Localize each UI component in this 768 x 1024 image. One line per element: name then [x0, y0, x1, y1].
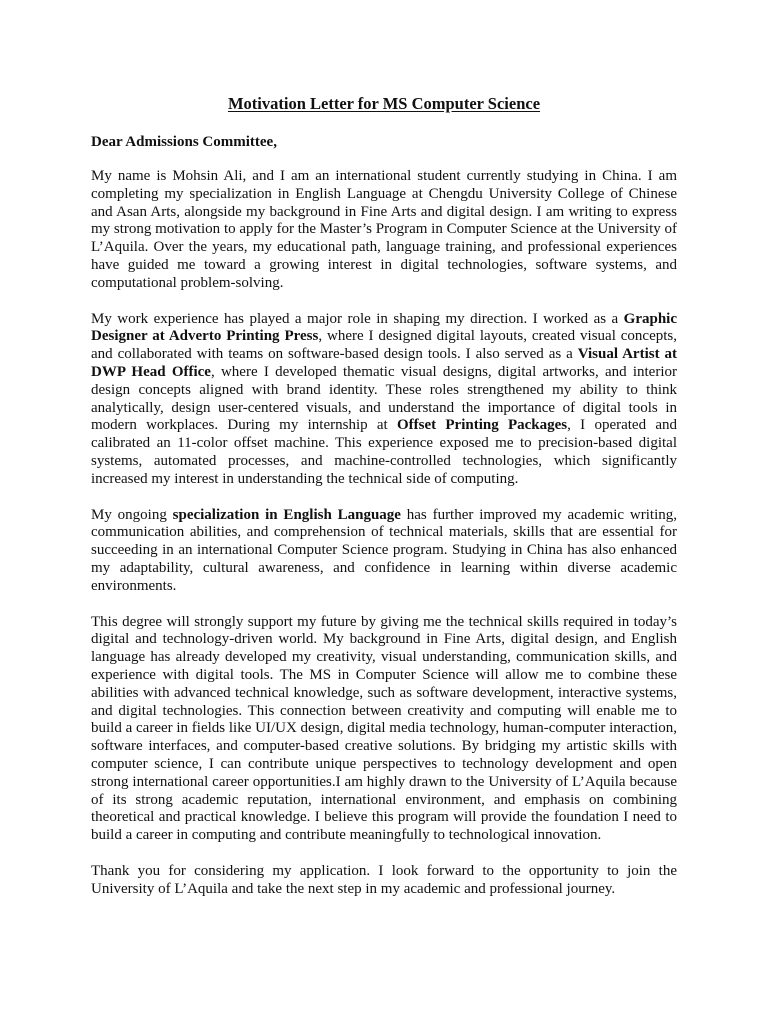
text-run: My ongoing [91, 506, 173, 523]
text-run: has further improved my academic writing, communication abilities, and comprehension of technical materials, skills that are essential for succeeding in an international Computer Science program. Studying in China has also enhanced my adaptability, cultural awareness, and confidence in learning within diverse academic environments. [91, 506, 677, 594]
paragraph-future-goals: This degree will strongly support my future by giving me the technical skills required in today’s digital and technology-driven world. My background in Fine Arts, digital design, and English language has already developed my creativity, visual understanding, communication skills, and experience with digital tools. The MS in Computer Science will allow me to combine these abilities with advanced technical knowledge, such as software development, interactive systems, and digital technologies. This connection between creativity and computing will enable me to build a career in fields like UI/UX design, digital media technology, human-computer interaction, software interfaces, and computer-based creative solutions. By bridging my artistic skills with computer science, I can contribute unique perspectives to technology development and open strong international career opportunities.I am highly drawn to the University of L’Aquila because of its strong academic reputation, international environment, and emphasis on combining theoretical and practical knowledge. I believe this program will provide the foundation I need to build a career in computing and contribute meaningfully to technological innovation. [91, 613, 677, 844]
bold-offset-printing: Offset Printing Packages [396, 417, 568, 434]
text-run: , where I developed thematic visual designs, digital artworks, and interior design concepts aligned with brand identity. These roles strengthened my ability to think analytically, design user-centered visuals, and understand the importance of digital tools in modern workplaces. During my internship at [91, 363, 678, 434]
salutation: Dear Admissions Committee, [91, 134, 277, 150]
paragraph-work-experience [91, 311, 677, 489]
paragraph-language-specialization [91, 507, 677, 596]
text-run: , I operated and calibrated an 11-color offset machine. This experience exposed me to precision-based digital systems, automated processes, and machine-controlled technologies, which significantly increased my interest in understanding the technical side of computing. [91, 417, 678, 487]
bold-specialization: specialization in English Language [172, 506, 401, 523]
paragraph-closing: Thank you for considering my application. I look forward to the opportunity to join the University of L’Aquila and take the next step in my academic and professional journey. [91, 862, 677, 897]
letter-title: Motivation Letter for MS Computer Science [227, 94, 541, 113]
text-run: , where I designed digital layouts, created visual concepts, and collaborated with teams on software-based design tools. I also served as a [91, 328, 677, 363]
bold-visual-artist: Visual Artist at DWP Head Office [91, 346, 677, 380]
text-run: My work experience has played a major role in shaping my direction. I worked as a [91, 310, 624, 327]
paragraph-introduction: My name is Mohsin Ali, and I am an international student currently studying in China. I am completing my specialization in English Language at Chengdu University College of Chinese and Asan Arts, alongside my background in Fine Arts and digital design. I am writing to express my strong motivation to apply for the Master’s Program in Computer Science at the University of L’Aquila. Over the years, my educational path, language training, and professional experiences have guided me toward a growing interest in digital technologies, software systems, and computational problem-solving. [91, 168, 677, 291]
bold-graphic-designer: Graphic Designer at Adverto Printing Press [91, 310, 677, 345]
